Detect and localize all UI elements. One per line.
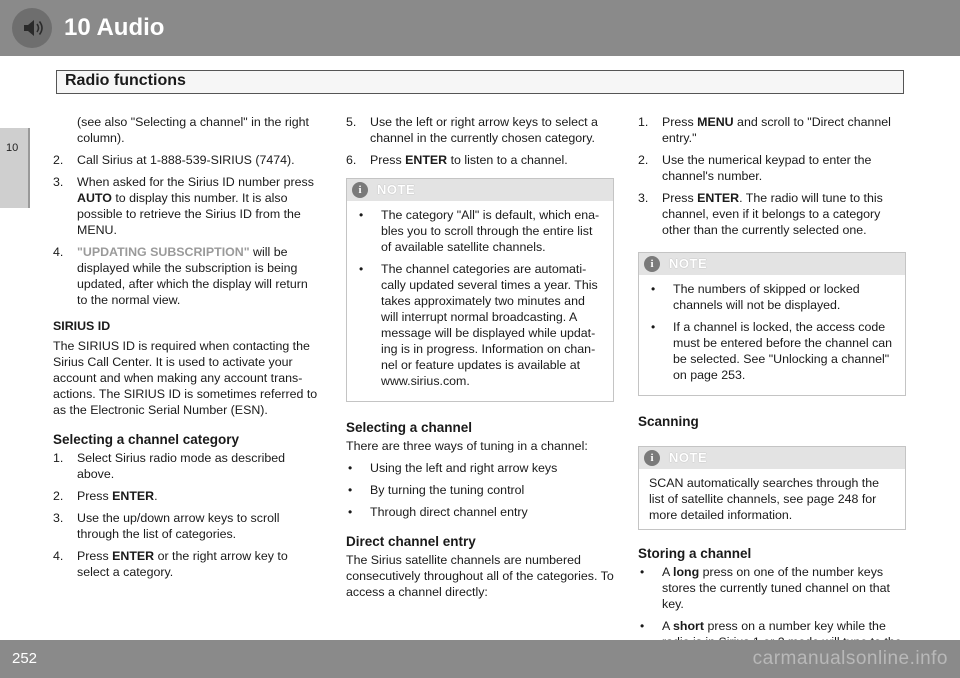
- note-body: [639, 275, 905, 395]
- step-number: 1.: [638, 115, 649, 129]
- bullet-text: The category "All" is default, which ena-bles you to scroll through the entire list of available satellite channels.: [381, 208, 600, 254]
- bullet-icon: •: [359, 262, 364, 276]
- list-item: [346, 504, 614, 520]
- emphasis-word: long: [673, 565, 700, 579]
- step-text: Press: [77, 489, 113, 503]
- list-item: [53, 450, 321, 482]
- bullet-text: The numbers of skipped or locked channels will not be displayed.: [673, 282, 860, 312]
- bullet-icon: •: [640, 565, 645, 579]
- step-text: to listen to a channel.: [447, 153, 568, 167]
- list-item: [53, 152, 321, 168]
- section-title-bar: [56, 70, 904, 94]
- note-box: [638, 252, 906, 396]
- list-item: [53, 114, 321, 146]
- sirius-id-heading: SIRIUS ID: [53, 319, 111, 333]
- bullet-icon: •: [651, 320, 656, 334]
- info-icon: i: [352, 182, 368, 198]
- step-text: or the right arrow key to select a category.: [77, 549, 288, 579]
- list-item: [649, 281, 895, 313]
- category-heading: Selecting a channel category: [53, 432, 240, 447]
- list-item: [346, 114, 614, 146]
- step-text: Use the up/down arrow keys to scroll through the list of categories.: [77, 511, 280, 541]
- select-channel-heading: Selecting a channel: [346, 420, 473, 435]
- list-item: [346, 460, 614, 476]
- bullet-text: Through direct channel entry: [370, 505, 528, 519]
- note-title: NOTE: [669, 450, 708, 465]
- key-name: ENTER: [112, 549, 155, 563]
- step-text: .: [154, 489, 158, 503]
- note-title: NOTE: [377, 182, 416, 197]
- note-body: [639, 469, 905, 529]
- step-text: Call Sirius at 1-888-539-SIRIUS (7474).: [77, 153, 295, 167]
- emphasis-word: short: [673, 619, 705, 633]
- bullet-text: Using the left and right arrow keys: [370, 461, 558, 475]
- list-item: [357, 261, 603, 389]
- list-item: [346, 152, 614, 168]
- list-item: [357, 207, 603, 255]
- step-text: Press: [662, 115, 698, 129]
- bullet-text: press on a number key while the: [707, 619, 886, 633]
- step-text: Select Sirius radio mode as described above.: [77, 451, 285, 481]
- scanning-heading: Scanning: [638, 414, 699, 429]
- direct-entry-text: The Sirius satellite channels are numbered consecutively throughout all of the categories. To access a channel directly:: [346, 553, 614, 599]
- note-header: [347, 179, 613, 201]
- note-box: [346, 178, 614, 402]
- key-name: ENTER: [697, 191, 740, 205]
- note-box: [638, 446, 906, 530]
- bullet-icon: •: [348, 461, 353, 475]
- bullet-icon: •: [359, 208, 364, 222]
- bullet-icon: •: [651, 282, 656, 296]
- storing-heading: Storing a channel: [638, 546, 752, 561]
- step-text: Use the left or right arrow keys to select a channel in the currently chosen category.: [370, 115, 598, 145]
- list-item: [638, 190, 906, 238]
- column-2: [346, 114, 614, 606]
- bullet-text: If a channel is locked, the access code must be entered before the channel can be selected. See "Unlocking a channel" on page 253.: [673, 320, 893, 382]
- key-name: ENTER: [112, 489, 155, 503]
- step-number: 6.: [346, 153, 357, 167]
- chapter-title: 10 Audio: [64, 14, 165, 41]
- note-header: [639, 447, 905, 469]
- step-number: 3.: [53, 511, 64, 525]
- sirius-id-text: The SIRIUS ID is required when contacting the Sirius Call Center. It is used to activate your account and when making any account trans-actions. The SIRIUS ID is sometimes referred to as the Electronic Serial Number (ESN).: [53, 339, 318, 417]
- bullet-text: The channel categories are automati-cally updated several times a year. This takes approximately two minutes and will interrupt normal broadcasting. A message will be displayed while updat-ing is in progress. Information on chan-nel or feature updates is available at www.sirius.com.: [381, 262, 598, 388]
- page-number: 252: [12, 650, 38, 667]
- speaker-icon: [12, 8, 52, 48]
- step-number: 4.: [53, 245, 64, 259]
- step-number: 3.: [53, 175, 64, 189]
- display-message: "UPDATING SUBSCRIPTION": [77, 245, 250, 259]
- step-text: to display this number. It is also possible to retrieve the Sirius ID from the MENU.: [77, 191, 301, 237]
- step-number: 4.: [53, 549, 64, 563]
- bullet-icon: •: [640, 619, 645, 633]
- select-channel-text: There are three ways of tuning in a channel:: [346, 439, 588, 453]
- list-item: [53, 488, 321, 504]
- step-number: 2.: [53, 153, 64, 167]
- bullet-text: A: [662, 565, 674, 579]
- step-text: Press: [77, 549, 113, 563]
- list-item: [638, 564, 906, 612]
- list-item: [53, 244, 321, 308]
- bullet-text: press on one of the number keys stores the currently tuned channel on that key.: [662, 565, 890, 611]
- watermark: carmanualsonline.info: [752, 648, 948, 669]
- list-item: [649, 319, 895, 383]
- note-body: [347, 201, 613, 401]
- list-item: [53, 174, 321, 238]
- bullet-text: By turning the tuning control: [370, 483, 525, 497]
- chapter-side-tab: [0, 128, 30, 208]
- page-footer: [0, 640, 960, 678]
- step-text: and scroll to "Direct channel entry.": [662, 115, 891, 145]
- step-text: will be displayed while the subscription is being updated, after which the display will return to the normal view.: [77, 245, 308, 307]
- column-1: [53, 114, 321, 586]
- bullet-icon: •: [348, 483, 353, 497]
- direct-entry-heading: Direct channel entry: [346, 534, 476, 549]
- step-text: Use the numerical keypad to enter the channel's number.: [662, 153, 872, 183]
- step-text: Press: [370, 153, 406, 167]
- info-icon: i: [644, 256, 660, 272]
- list-item: [638, 152, 906, 184]
- chapter-header: [0, 0, 960, 56]
- list-item: [638, 114, 906, 146]
- step-number: 2.: [638, 153, 649, 167]
- step-text: When asked for the Sirius ID number press: [77, 175, 314, 189]
- key-name: MENU: [697, 115, 734, 129]
- step-number: 3.: [638, 191, 649, 205]
- list-item: [346, 482, 614, 498]
- column-3: [638, 114, 906, 656]
- key-name: AUTO: [77, 191, 112, 205]
- step-number: 2.: [53, 489, 64, 503]
- list-item-text: (see also "Selecting a channel" in the right column).: [77, 115, 309, 145]
- section-title: Radio functions: [65, 72, 186, 89]
- step-number: 5.: [346, 115, 357, 129]
- note-title: NOTE: [669, 256, 708, 271]
- bullet-icon: •: [348, 505, 353, 519]
- info-icon: i: [644, 450, 660, 466]
- key-name: ENTER: [405, 153, 448, 167]
- list-item: [53, 548, 321, 580]
- note-header: [639, 253, 905, 275]
- step-text: Press: [662, 191, 698, 205]
- list-item: [53, 510, 321, 542]
- side-tab-label: 10: [6, 142, 19, 154]
- step-text: . The radio will tune to this channel, even if it belongs to a category other than the currently selected one.: [662, 191, 883, 237]
- step-number: 1.: [53, 451, 64, 465]
- note-text: SCAN automatically searches through the list of satellite channels, see page 248 for more detailed information.: [649, 476, 880, 522]
- bullet-text: A: [662, 619, 674, 633]
